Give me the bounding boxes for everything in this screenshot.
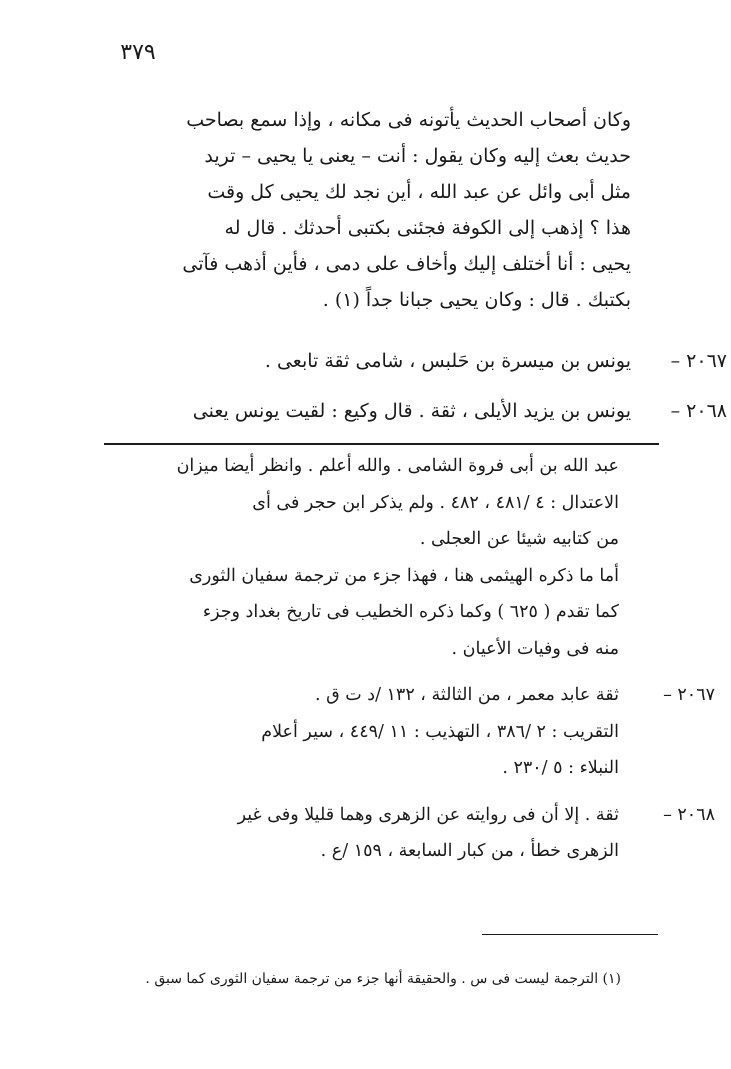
entry-number: ٢٠٦٧ – — [670, 350, 727, 372]
spacer — [111, 667, 619, 677]
paragraph-line: هذا ؟ إذهب إلى الكوفة فجئنى بكتبى أحدثك . قال له — [224, 217, 631, 239]
editor-notes — [111, 448, 715, 870]
entry-2067 — [111, 336, 727, 386]
footnote-divider — [482, 934, 658, 935]
note-line: من كتابيه شيئا عن العجلى . — [419, 529, 619, 549]
paragraph-line: حديث بعث إليه وكان يقول : أنت – يعنى يا يحيى – تريد — [204, 145, 631, 167]
note-2068-line — [111, 797, 715, 834]
entry-2068 — [111, 386, 727, 436]
paragraph-line: مثل أبى وائل عن عبد الله ، أين نجد لك يحيى كل وقت — [207, 181, 631, 203]
entry-text: يونس بن يزيد الأيلى ، ثقة . قال وكيع : لقيت يونس يعنى — [192, 400, 631, 422]
note-text: ثقة عابد معمر ، من الثالثة ، ١٣٢ /د ت ق . — [314, 685, 619, 705]
entry-number: ٢٠٦٨ – — [670, 400, 727, 422]
note-number: ٢٠٦٧ – — [663, 685, 715, 705]
note-2067-line: النبلاء : ٥ /٢٣٠ . — [502, 758, 619, 778]
entry-text: يونس بن ميسرة بن حَلبس ، شامى ثقة تابعى . — [264, 350, 631, 372]
main-paragraph — [111, 102, 631, 318]
note-line: عبد الله بن أبى فروة الشامى . والله أعلم . وانظر أيضا ميزان — [176, 456, 619, 476]
note-number: ٢٠٦٨ – — [663, 804, 715, 825]
biography-entries — [111, 336, 727, 436]
footnote: (١) الترجمة ليست فى س . والحقيقة أنها جزء من ترجمة سفيان الثورى كما سبق . — [145, 971, 621, 987]
paragraph-line: وكان أصحاب الحديث يأتونه فى مكانه ، وإذا سمع بصاحب — [186, 109, 631, 131]
paragraph-line: بكتبك . قال : وكان يحيى جبانا جداً (١) . — [322, 289, 631, 311]
note-2067-line: التقريب : ٢ /٣٨٦ ، التهذيب : ١١ /٤٤٩ ، سير أعلام — [261, 721, 619, 742]
note-line: الاعتدال : ٤ /٤٨١ ، ٤٨٢ . ولم يذكر ابن حجر فى أى — [252, 492, 619, 513]
note-text: ثقة . إلا أن فى روايته عن الزهرى وهما قليلا وفى غير — [237, 804, 619, 825]
page-number: ٣٧٩ — [120, 40, 156, 65]
notes-divider — [104, 443, 659, 445]
paragraph-line: يحيى : أنا أختلف إليك وأخاف على دمى ، فأين أذهب فآتى — [182, 253, 631, 275]
note-line: كما تقدم ( ٦٢٥ ) وكما ذكره الخطيب فى تاريخ بغداد وجزء — [202, 602, 619, 622]
note-2068-line: الزهرى خطأ ، من كبار السابعة ، ١٥٩ /ع . — [320, 841, 619, 861]
note-2067-line — [111, 677, 715, 714]
note-line: منه فى وفيات الأعيان . — [451, 638, 619, 659]
spacer — [111, 787, 619, 797]
note-line: أما ما ذكره الهيثمى هنا ، فهذا جزء من ترجمة سفيان الثورى — [189, 565, 619, 586]
